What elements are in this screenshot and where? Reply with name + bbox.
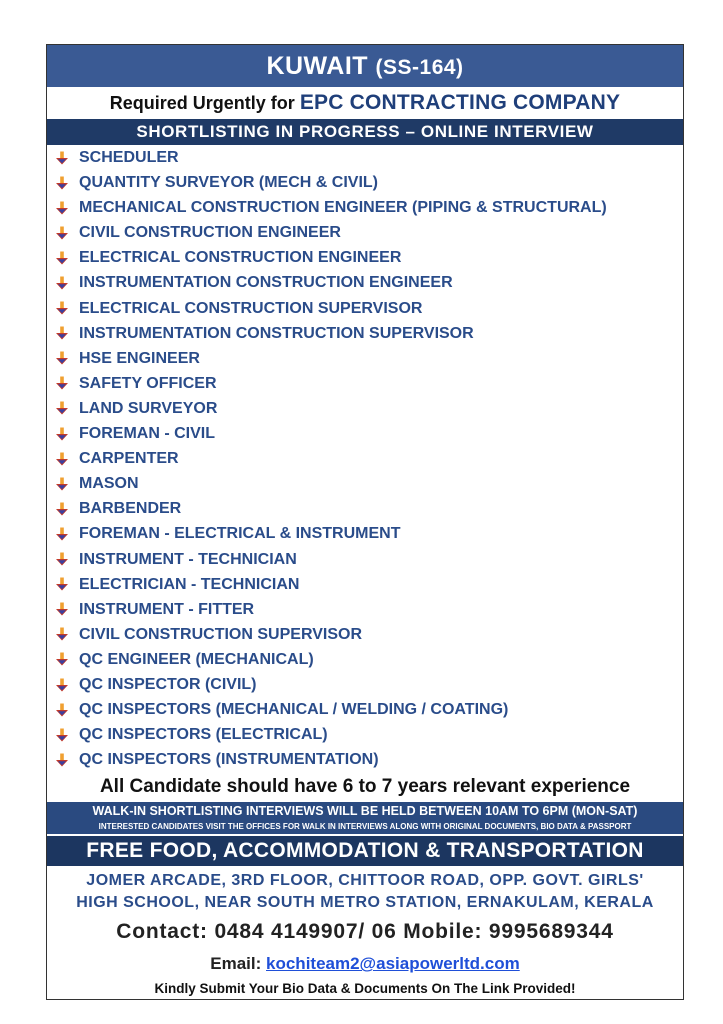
job-item: [55, 547, 683, 572]
job-item: [55, 396, 683, 421]
arrow-down-bullet-icon: [55, 452, 69, 466]
job-item: [55, 697, 683, 722]
arrow-down-bullet-icon: [55, 477, 69, 491]
address-line-2: HIGH SCHOOL, NEAR SOUTH METRO STATION, ERNAKULAM, KERALA: [76, 894, 654, 912]
job-title: SAFETY OFFICER: [79, 374, 217, 392]
job-title: SCHEDULER: [79, 149, 179, 166]
job-title: QUANTITY SURVEYOR (MECH & CIVIL): [79, 174, 378, 192]
job-advert-poster: [46, 44, 684, 1000]
job-item: [55, 722, 683, 747]
contact-numbers: Contact: 0484 4149907/ 06 Mobile: 9995689344: [116, 920, 614, 944]
job-item: [55, 747, 683, 772]
required-prefix: Required Urgently for: [109, 93, 295, 113]
shortlisting-banner: SHORTLISTING IN PROGRESS – ONLINE INTERVIEW: [47, 119, 683, 145]
job-title: QC ENGINEER (MECHANICAL): [79, 650, 314, 668]
walkin-schedule: WALK-IN SHORTLISTING INTERVIEWS WILL BE HELD BETWEEN 10AM TO 6PM (MON-SAT): [92, 804, 638, 819]
arrow-down-bullet-icon: [55, 753, 69, 767]
experience-requirement: All Candidate should have 6 to 7 years relevant experience: [99, 776, 631, 798]
arrow-down-bullet-icon: [55, 502, 69, 516]
job-title: CIVIL CONSTRUCTION ENGINEER: [79, 224, 341, 242]
company-name: EPC CONTRACTING COMPANY: [299, 91, 621, 114]
submit-instruction: Kindly Submit Your Bio Data & Documents On The Link Provided!: [154, 981, 576, 997]
title-bar: [47, 45, 683, 87]
job-item: [55, 296, 683, 321]
job-item: [55, 597, 683, 622]
required-line: [47, 87, 683, 119]
arrow-down-bullet-icon: [55, 427, 69, 441]
job-title: QC INSPECTOR (CIVIL): [79, 675, 257, 693]
job-item: [55, 521, 683, 546]
job-item: [55, 622, 683, 647]
reference-code: (SS-164): [375, 56, 464, 79]
job-title: ELECTRICAL CONSTRUCTION ENGINEER: [79, 249, 402, 267]
walkin-banner: [47, 802, 683, 834]
address-line-1: JOMER ARCADE, 3RD FLOOR, CHITTOOR ROAD, OPP. GOVT. GIRLS': [86, 872, 644, 890]
job-title: MECHANICAL CONSTRUCTION ENGINEER (PIPING & STRUCTURAL): [79, 199, 607, 217]
job-item: [55, 371, 683, 396]
email-label: Email:: [210, 954, 262, 974]
email-link[interactable]: kochiteam2@asiapowerltd.com: [266, 954, 520, 974]
arrow-down-bullet-icon: [55, 351, 69, 365]
arrow-down-bullet-icon: [55, 226, 69, 240]
benefits-banner: FREE FOOD, ACCOMMODATION & TRANSPORTATION: [47, 836, 683, 866]
arrow-down-bullet-icon: [55, 627, 69, 641]
arrow-down-bullet-icon: [55, 151, 69, 165]
job-title: INSTRUMENT - TECHNICIAN: [79, 550, 297, 568]
job-title: HSE ENGINEER: [79, 349, 200, 367]
job-title: CIVIL CONSTRUCTION SUPERVISOR: [79, 625, 362, 643]
arrow-down-bullet-icon: [55, 602, 69, 616]
job-title: INSTRUMENTATION CONSTRUCTION ENGINEER: [79, 274, 453, 292]
arrow-down-bullet-icon: [55, 577, 69, 591]
arrow-down-bullet-icon: [55, 703, 69, 717]
job-item: [55, 220, 683, 245]
job-title: INSTRUMENTATION CONSTRUCTION SUPERVISOR: [79, 324, 474, 342]
job-item: [55, 672, 683, 697]
job-list: [47, 145, 683, 772]
job-title: FOREMAN - ELECTRICAL & INSTRUMENT: [79, 525, 401, 543]
arrow-down-bullet-icon: [55, 251, 69, 265]
job-item: [55, 346, 683, 371]
job-item: [55, 245, 683, 270]
job-title: FOREMAN - CIVIL: [79, 425, 215, 443]
arrow-down-bullet-icon: [55, 276, 69, 290]
job-title: BARBENDER: [79, 500, 182, 518]
walkin-instructions: INTERESTED CANDIDATES VISIT THE OFFICES FOR WALK IN INTERVIEWS ALONG WITH ORIGINAL DOCUMENTS, BIO DATA & PASSPORT: [98, 822, 632, 832]
arrow-down-bullet-icon: [55, 301, 69, 315]
arrow-down-bullet-icon: [55, 678, 69, 692]
job-title: ELECTRICAL CONSTRUCTION SUPERVISOR: [79, 299, 423, 317]
arrow-down-bullet-icon: [55, 376, 69, 390]
country-title: KUWAIT: [266, 52, 369, 80]
arrow-down-bullet-icon: [55, 527, 69, 541]
job-item: [55, 496, 683, 521]
office-address: [47, 866, 683, 914]
job-title: ELECTRICIAN - TECHNICIAN: [79, 575, 300, 593]
job-item: [55, 471, 683, 496]
arrow-down-bullet-icon: [55, 401, 69, 415]
job-title: INSTRUMENT - FITTER: [79, 600, 255, 618]
job-title: MASON: [79, 475, 139, 493]
job-title: QC INSPECTORS (INSTRUMENTATION): [79, 751, 379, 769]
job-title: CARPENTER: [79, 450, 179, 468]
arrow-down-bullet-icon: [55, 652, 69, 666]
arrow-down-bullet-icon: [55, 326, 69, 340]
job-title: QC INSPECTORS (MECHANICAL / WELDING / COATING): [79, 701, 509, 719]
job-item: [55, 195, 683, 220]
job-item: [55, 647, 683, 672]
arrow-down-bullet-icon: [55, 728, 69, 742]
job-title: LAND SURVEYOR: [79, 399, 218, 417]
job-item: [55, 421, 683, 446]
job-title: QC INSPECTORS (ELECTRICAL): [79, 726, 328, 744]
job-item: [55, 170, 683, 195]
job-item: [55, 446, 683, 471]
arrow-down-bullet-icon: [55, 201, 69, 215]
email-line: [47, 950, 683, 978]
arrow-down-bullet-icon: [55, 552, 69, 566]
job-item: [55, 270, 683, 295]
arrow-down-bullet-icon: [55, 176, 69, 190]
job-item: [55, 145, 683, 170]
job-item: [55, 321, 683, 346]
job-item: [55, 572, 683, 597]
